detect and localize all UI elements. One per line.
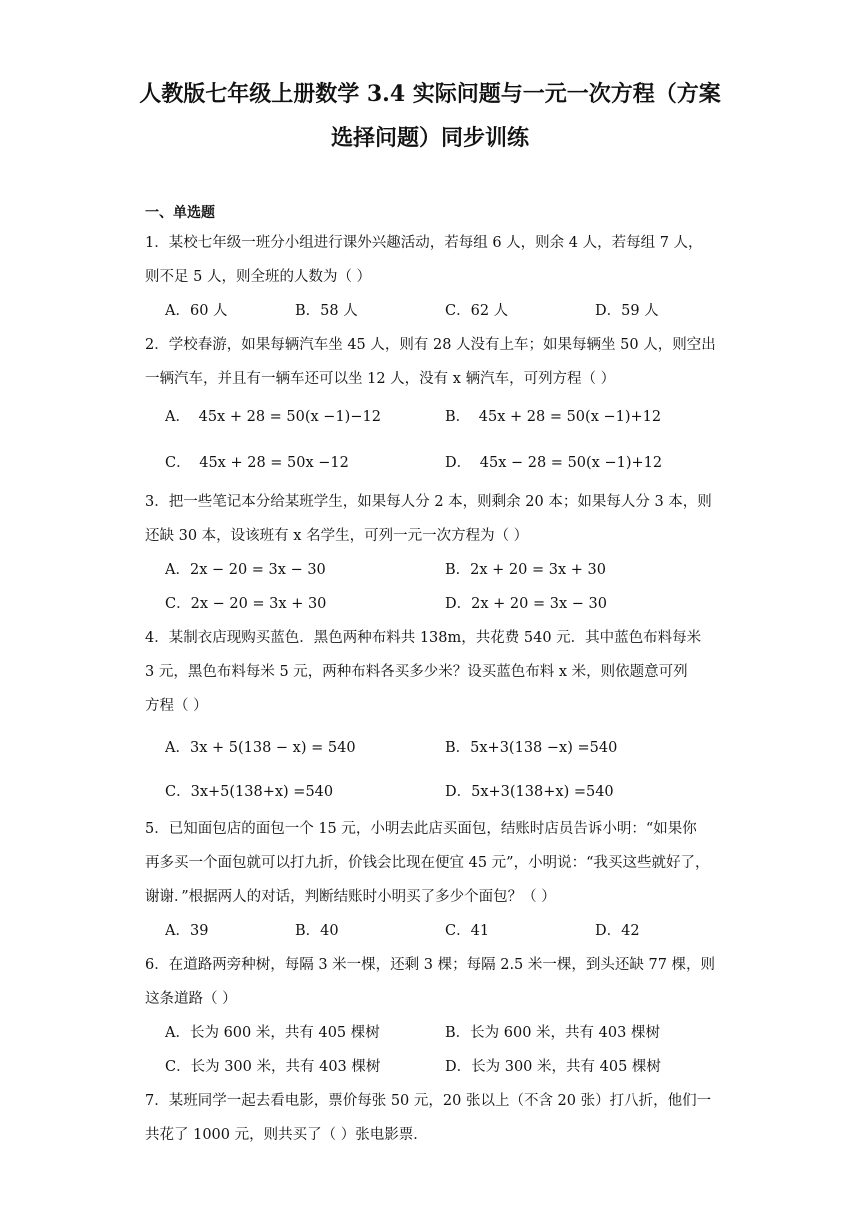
q4-option-d: D．5x+3(138+x) =540 <box>445 784 614 800</box>
q1-line-2: 则不足 5 人，则全班的人数为（ ） <box>145 269 372 285</box>
q5-option-a: A．39 <box>165 923 209 939</box>
q1-option-d: D．59 人 <box>595 303 659 319</box>
q6-option-d: D．长为 300 米，共有 405 棵树 <box>445 1059 661 1075</box>
q1-line-1: 1．某校七年级一班分小组进行课外兴趣活动，若每组 6 人，则余 4 人，若每组 7 人， <box>145 235 703 251</box>
q5-option-c: C．41 <box>445 923 490 939</box>
q2-option-b-label: B． <box>445 409 471 425</box>
document-title <box>120 72 740 160</box>
q4-option-c: C．3x+5(138+x) =540 <box>165 784 334 800</box>
q2-option-d-label: D． <box>445 455 472 471</box>
q4-line-3: 方程（ ） <box>145 698 208 714</box>
q7-line-2: 共花了 1000 元，则共买了（ ）张电影票． <box>145 1127 428 1143</box>
q1-option-b: B．58 人 <box>295 303 358 319</box>
q2-option-a-equation: 45x + 28 = 50(x −1)−12 <box>198 409 381 425</box>
q5-line-3: 谢谢．”根据两人的对话，判断结账时小明买了多少个面包？（ ） <box>145 889 556 905</box>
q6-line-2: 这条道路（ ） <box>145 991 237 1007</box>
q2-option-d-equation: 45x − 28 = 50(x −1)+12 <box>479 455 663 471</box>
q4-line-2: 3 元，黑色布料每米 5 元，两种布料各买多少米？设买蓝色布料 x 米，则依题意可列 <box>145 664 688 680</box>
q1-option-a: A．60 人 <box>165 303 228 319</box>
title-line-1: 人教版七年级上册数学 3.4 实际问题与一元一次方程（方案 <box>139 81 721 107</box>
q2-option-c <box>165 451 349 472</box>
q5-option-b: B．40 <box>295 923 339 939</box>
q2-line-1: 2．学校春游，如果每辆汽车坐 45 人，则有 28 人没有上车；如果每辆坐 50 人，则空出 <box>145 337 716 353</box>
q7-line-1: 7．某班同学一起去看电影，票价每张 50 元，20 张以上（不含 20 张）打八折，他们一 <box>145 1093 712 1109</box>
q3-option-c: C．2x − 20 = 3x + 30 <box>165 596 327 612</box>
q3-line-1: 3．把一些笔记本分给某班学生，如果每人分 2 本，则剩余 20 本；如果每人分 3 本，则 <box>145 494 712 510</box>
q5-line-2: 再多买一个面包就可以打九折，价钱会比现在便宜 45 元”，小明说：“我买这些就好了， <box>145 855 710 871</box>
title-line-2: 选择问题）同步训练 <box>330 125 529 151</box>
q6-option-b: B．长为 600 米，共有 403 棵树 <box>445 1025 660 1041</box>
q2-option-c-label: C． <box>165 455 191 471</box>
q2-option-b <box>445 405 661 426</box>
q2-option-c-equation: 45x + 28 = 50x −12 <box>199 455 349 471</box>
q3-option-d: D．2x + 20 = 3x − 30 <box>445 596 607 612</box>
q3-option-b: B．2x + 20 = 3x + 30 <box>445 562 606 578</box>
q6-line-1: 6．在道路两旁种树，每隔 3 米一棵，还剩 3 棵；每隔 2.5 米一棵，到头还缺 77 棵，则 <box>145 957 716 973</box>
q2-option-a-label: A． <box>165 409 190 425</box>
q5-option-d: D．42 <box>595 923 640 939</box>
q4-option-a: A．3x + 5(138 − x) = 540 <box>165 740 356 756</box>
q2-option-a <box>165 405 381 426</box>
q6-option-c: C．长为 300 米，共有 403 棵树 <box>165 1059 381 1075</box>
q6-option-a: A．长为 600 米，共有 405 棵树 <box>165 1025 380 1041</box>
q3-line-2: 还缺 30 本，设该班有 x 名学生，可列一元一次方程为（ ） <box>145 528 529 544</box>
q4-option-b: B．5x+3(138 −x) =540 <box>445 740 618 756</box>
section-heading: 一、单选题 <box>145 205 215 221</box>
q2-option-b-equation: 45x + 28 = 50(x −1)+12 <box>478 409 662 425</box>
q5-line-1: 5．已知面包店的面包一个 15 元，小明去此店买面包，结账时店员告诉小明：“如果你 <box>145 821 697 837</box>
q4-line-1: 4．某制衣店现购买蓝色．黑色两种布料共 138m，共花费 540 元．其中蓝色布料每米 <box>145 630 702 646</box>
q2-line-2: 一辆汽车，并且有一辆车还可以坐 12 人，没有 x 辆汽车，可列方程（ ） <box>145 371 616 387</box>
q2-option-d <box>445 451 662 472</box>
q1-option-c: C．62 人 <box>445 303 509 319</box>
q3-option-a: A．2x − 20 = 3x − 30 <box>165 562 326 578</box>
